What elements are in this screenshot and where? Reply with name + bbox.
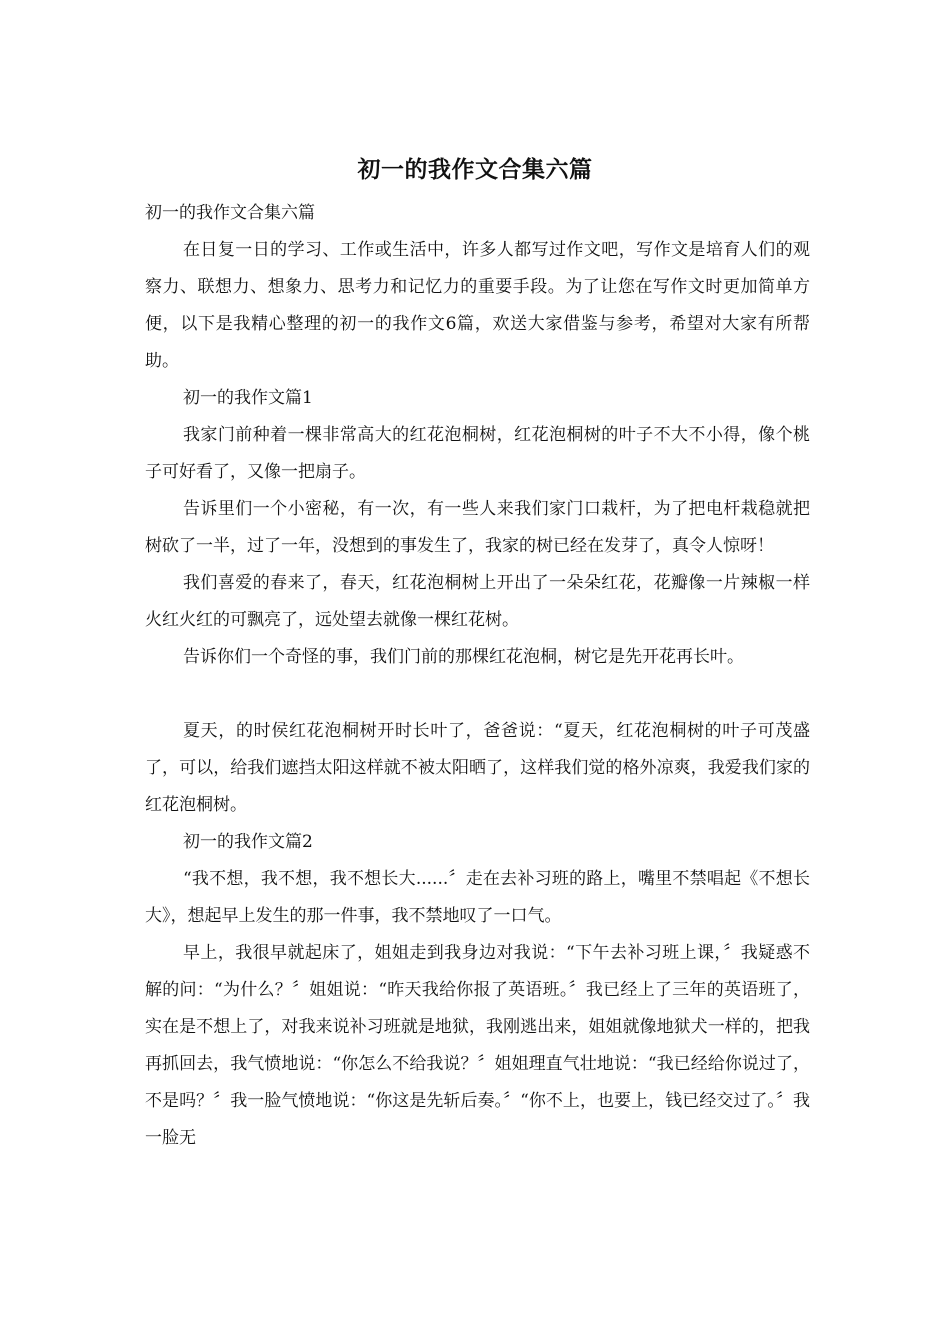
paragraph: 早上，我很早就起床了，姐姐走到我身边对我说：“下午去补习班上课，〞我疑惑不解的问：“为什么？〞姐姐说：“昨天我给你报了英语班。〞我已经上了三年的英语班了，实在是不想上了，对我来说补习班就是地狱，我刚逃出来，姐姐就像地狱犬一样的，把我再抓回去，我气愤地说：“你怎么不给我说？〞姐姐理直气壮地说：“我已经给你说过了，不是吗？〞我一脸气愤地说：“你这是先斩后奏。〞“你不上，也要上，钱已经交过了。〞我一脸无: [145, 943, 810, 1148]
paragraph: “我不想，我不想，我不想长大......〞走在去补习班的路上，嘴里不禁唱起《不想长大》，想起早上发生的那一件事，我不禁地叹了一口气。: [145, 869, 810, 926]
subtitle-line: 初一的我作文合集六篇: [145, 203, 315, 223]
section-heading-1: 初一的我作文篇1: [183, 388, 313, 408]
paragraph: 告诉里们一个小密秘，有一次，有一些人来我们家门口栽杆，为了把电杆栽稳就把树砍了一半，过了一年，没想到的事发生了，我家的树已经在发芽了，真令人惊呀！: [145, 499, 810, 556]
paragraph: 我们喜爱的春来了，春天，红花泡桐树上开出了一朵朵红花，花瓣像一片辣椒一样火红火红的可飘亮了，远处望去就像一棵红花树。: [145, 573, 810, 630]
intro-paragraph: 在日复一日的学习、工作或生活中，许多人都写过作文吧，写作文是培育人们的观察力、联想力、想象力、思考力和记忆力的重要手段。为了让您在写作文时更加简单方便，以下是我精心整理的初一的我作文6篇，欢送大家借鉴与参考，希望对大家有所帮助。: [145, 240, 810, 371]
paragraph-gap: [145, 676, 810, 713]
document-title: 初一的我作文合集六篇: [357, 157, 593, 183]
paragraph: 夏天，的时侯红花泡桐树开时长叶了，爸爸说：“夏天，红花泡桐树的叶子可茂盛了，可以，给我们遮挡太阳这样就不被太阳晒了，这样我们觉的格外凉爽，我爱我们家的红花泡桐树。: [145, 721, 810, 815]
section-heading-2: 初一的我作文篇2: [183, 832, 313, 852]
paragraph: 我家门前种着一棵非常高大的红花泡桐树，红花泡桐树的叶子不大不小得，像个桃子可好看了，又像一把扇子。: [145, 425, 810, 482]
document-body: [145, 195, 810, 1157]
paragraph: 告诉你们一个奇怪的事，我们门前的那棵红花泡桐，树它是先开花再长叶。: [183, 647, 744, 667]
